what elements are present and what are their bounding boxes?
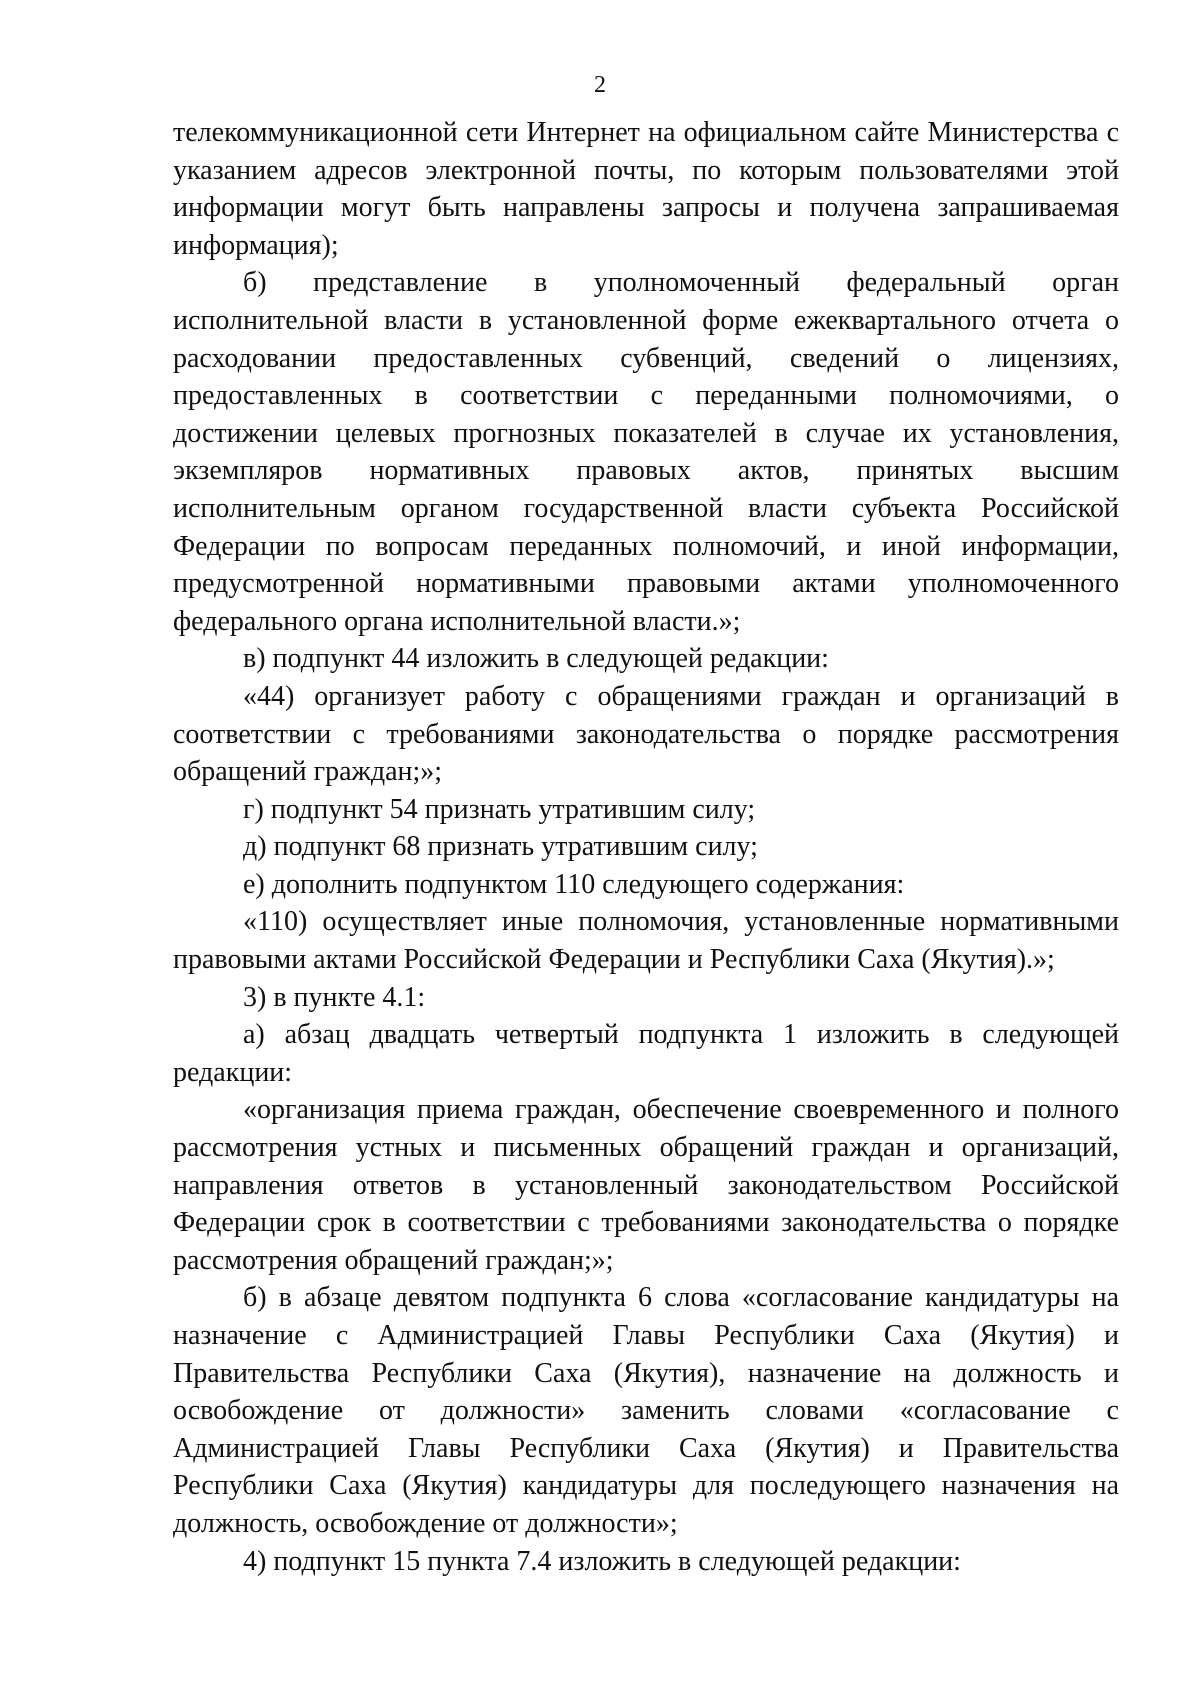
paragraph-item-3: 3) в пункте 4.1: bbox=[243, 981, 426, 1013]
page-number: 2 bbox=[594, 72, 606, 98]
paragraph-item-b: б) представление в уполномоченный федеральный орган исполнительной власти в установленной форме ежеквартального отчета о расходовании предоставленных субвенций, сведений о лицензиях, предоставленных в соответствии с переданными полномочиями, о достижении целевых прогнозных показателей в случае их установления, экземпляров нормативных правовых актов, принятых высшим исполнительным органом государственной власти субъекта Российской Федерации по вопросам переданных полномочий, и иной информации, предусмотренной нормативными правовыми актами уполномоченного федерального органа исполнительной власти.»; bbox=[173, 267, 1119, 637]
paragraph-item-a: а) абзац двадцать четвертый подпункта 1 изложить в следующей редакции: bbox=[173, 1019, 1119, 1088]
paragraph-item-4: 4) подпункт 15 пункта 7.4 изложить в следующей редакции: bbox=[243, 1545, 961, 1577]
paragraph-quote-110: «110) осуществляет иные полномочия, установленные нормативными правовыми актами Российской Федерации и Республики Саха (Якутия).»; bbox=[173, 906, 1119, 976]
paragraph-quote-organization: «организация приема граждан, обеспечение своевременного и полного рассмотрения устных и письменных обращений граждан и организаций, направления ответов в установленный законодательством Российской Федерации срок в соответствии с требованиями законодательства о порядке рассмотрения обращений граждан;»; bbox=[173, 1094, 1119, 1276]
paragraph-item-v: в) подпункт 44 изложить в следующей редакции: bbox=[243, 643, 829, 675]
paragraph-item-g: г) подпункт 54 признать утратившим силу; bbox=[243, 793, 756, 825]
paragraph-item-b-2: б) в абзаце девятом подпункта 6 слова «согласование кандидатуры на назначение с Администрацией Главы Республики Саха (Якутия) и Правительства Республики Саха (Якутия), назначение на должность и освобождение от должности» заменить словами «согласование с Администрацией Главы Республики Саха (Якутия) и Правительства Республики Саха (Якутия) кандидатуры для последующего назначения на должность, освобождение от должности»; bbox=[173, 1282, 1119, 1539]
paragraph-item-d: д) подпункт 68 признать утратившим силу; bbox=[243, 831, 758, 863]
paragraph-continuation: телекоммуникационной сети Интернет на официальном сайте Министерства с указанием адресов электронной почты, по которым пользователями этой информации могут быть направлены запросы и получена запрашиваемая информация); bbox=[173, 117, 1119, 261]
document-body bbox=[173, 114, 1119, 1580]
paragraph-quote-44: «44) организует работу с обращениями граждан и организаций в соответствии с требованиями законодательства о порядке рассмотрения обращений граждан;»; bbox=[173, 680, 1119, 788]
paragraph-item-e: е) дополнить подпунктом 110 следующего содержания: bbox=[243, 868, 905, 900]
